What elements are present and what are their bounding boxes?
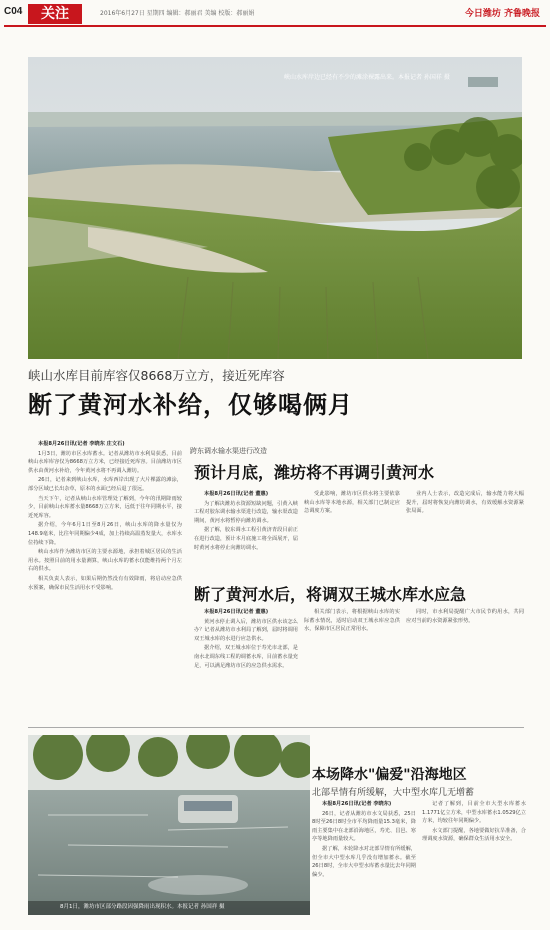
main-paragraph: 26日，记者来到峡山水库，水库西岸出现了大片裸露的滩涂，部分区域已长出杂草，原本的水面已经后退了很远。	[28, 477, 182, 492]
section2-byline: 本报8月26日讯(记者 董惠)	[204, 491, 269, 497]
main-byline: 本报8月26日讯(记者 李晓东 庄文石)	[38, 441, 125, 447]
article-subtitle: 峡山水库目前库容仅8668万立方，接近死库容	[28, 368, 285, 383]
section2-body-col1	[194, 490, 298, 578]
main-paragraph: 相关负责人表示，如果后期仍然没有有效降雨，将启动应急供水预案，确保市民生活用水不受影响。	[28, 575, 182, 591]
box-paragraph: 水文部门提醒，各地要做好抗旱准备，合理调度水资源，确保群众生活用水安全。	[422, 827, 526, 843]
section2-title: 预计月底，潍坊将不再调引黄河水	[194, 463, 435, 482]
article-headline: 断了黄河水补给，仅够喝俩月	[28, 391, 353, 419]
section2-paragraph: 据了解，胶东调水工程引黄济青段目前正在进行改造，预计本月底施工将全面展开，届时黄河水将停止向潍坊调水。	[194, 527, 298, 551]
section3-byline: 本报8月26日讯(记者 董惠)	[204, 609, 269, 615]
section-badge: 关注	[28, 4, 82, 24]
box-paragraph: 记者了解到，目前全市大型水库蓄水1.1771亿立方米，中型水库蓄水1.0529亿立方米，均较往年同期偏少。	[422, 801, 526, 825]
box-body-col1	[312, 800, 416, 918]
reservoir-landscape-image	[28, 57, 522, 359]
main-paragraph: 当天下午，记者从峡山水库管理处了解到，今年的汛期降雨较少，目前峡山水库蓄水量8668万立方米，远低于往年同期水平，接近死库容。	[28, 495, 182, 519]
section3-paragraph: 据介绍，双王城水库位于寿光市北部，是南水北调东线工程的调蓄水库，目前蓄水量充足，可以满足潍坊市区的应急供水需求。	[194, 645, 298, 669]
box-paragraph: 26日，记者从潍坊市水文局获悉，25日8时至26日8时全市平均降雨量15.3毫米，降雨主要集中在北部沿海地区，寿光、昌邑、寒亭等地降雨量较大。	[312, 810, 416, 843]
section3-paragraph: 相关部门表示，将根据峡山水库的实际蓄水情况，适时启动双王城水库应急供水，保障市区居民正常用水。	[304, 609, 400, 633]
box-story-title: 本场降水"偏爱"沿海地区	[312, 767, 467, 783]
page-number: C04	[4, 6, 23, 17]
section3-body-col2	[304, 608, 400, 726]
main-paragraph: 1月3日，潍坊市区水库蓄水。记者从潍坊市水利局获悉，目前峡山水库库容仅为8668万立方米，已经接近死库容。目前潍坊市区供水由黄河水补给，今年黄河水将不再调入潍坊。	[28, 450, 182, 474]
photo-caption: 峡山水库岸边已经有不少的滩涂裸露出来。本报记者 孙国祥 摄	[284, 74, 450, 81]
main-paragraph: 峡山水库作为潍坊市区的主要水源地，承担着城区居民的生活用水。按照目前的用水量测算，峡山水库的蓄水仅能维持两个月左右的供水。	[28, 549, 182, 573]
box-story-subtitle: 北部旱情有所缓解，大中型水库几无增蓄	[312, 788, 475, 798]
flooded-road-image	[28, 735, 310, 915]
page-header	[0, 0, 550, 28]
section3-paragraph: 黄河水停止调入后，潍坊市区供水该怎么办？记者从潍坊市水利局了解到，届时将调用双王城水库的水进行应急供水。	[194, 618, 298, 642]
box-paragraph: 据了解，本轮降水对北部旱情有所缓解，但全市大中型水库几乎没有增加蓄水。截至26日8时，全市大中型水库蓄水量比去年同期偏少。	[312, 845, 416, 878]
section2-kicker: 跨东调水输水渠进行改造	[190, 447, 267, 455]
section3-body-col1	[194, 608, 298, 726]
section2-body-col3	[406, 490, 524, 578]
section2-paragraph: 为了解决潍坊水资源短缺问题，引黄入峡工程对胶东调水输水渠进行改造，输水渠改造期间，黄河水将暂停向潍坊调水。	[194, 500, 298, 524]
section2-paragraph: 业内人士表示，改造完成后，输水能力将大幅提升，届时将恢复向潍坊调水，有效缓解水资源紧张局面。	[406, 491, 524, 515]
section2-paragraph: 受此影响，潍坊市区供水将主要依靠峡山水库等本地水源，相关部门已制定应急调度方案。	[304, 491, 400, 515]
flooded-road-photo	[28, 735, 310, 915]
section-divider	[28, 727, 524, 728]
section3-body-col3	[406, 608, 524, 726]
flood-photo-caption: 8月1日，潍坊市区部分路段因强降雨出现积水。本报记者 孙国祥 摄	[60, 904, 225, 910]
box-body-col2	[422, 800, 526, 918]
main-paragraph: 据介绍，今年6月1日至8月26日，峡山水库的降水量仅为148.9毫米，比往年同期偏少4成，加上持续高温蒸发量大，水库水位持续下降。	[28, 522, 182, 546]
section2-body-col2	[304, 490, 400, 578]
main-article-body	[28, 440, 182, 730]
reservoir-photo	[28, 57, 522, 359]
section3-title: 断了黄河水后，将调双王城水库水应急	[194, 585, 467, 604]
newspaper-brand: 今日潍坊 齐鲁晚报	[464, 9, 540, 19]
header-rule	[4, 25, 546, 27]
box-byline: 本报8月26日讯(记者 李晓东)	[322, 801, 392, 807]
section3-paragraph: 同时，市水利局提醒广大市民节约用水，共同应对当前的水资源紧张形势。	[406, 609, 524, 624]
page-meta: 2016年6月27日 星期四 编辑：郝丽君 美编 校版：郝丽娟	[100, 10, 255, 17]
